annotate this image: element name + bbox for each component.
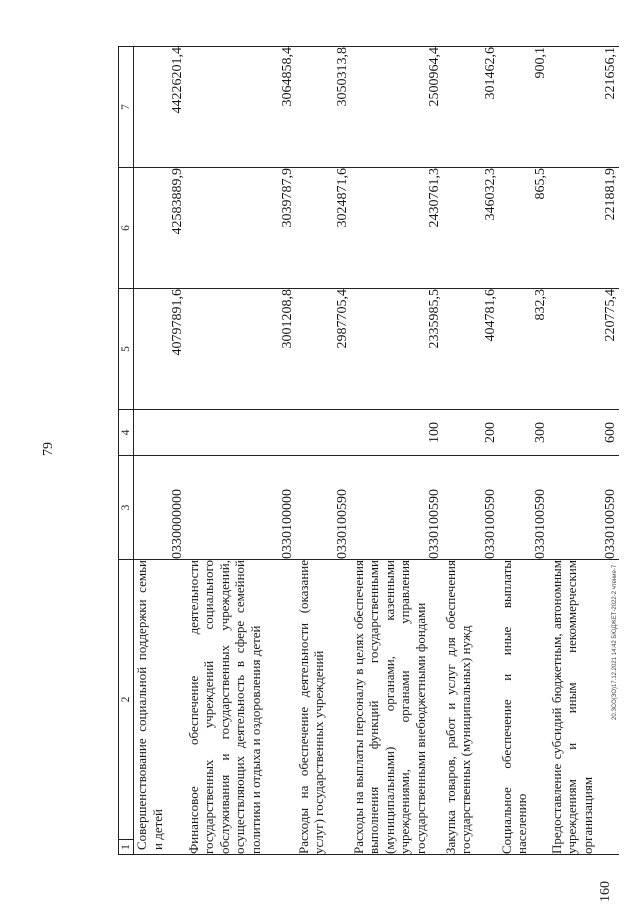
- row-type: 300: [499, 410, 549, 456]
- row-code: 0330100590: [351, 456, 443, 560]
- row-name: Совершенствование социальной поддержки семьи и детей: [134, 560, 186, 855]
- row-type: [186, 410, 296, 456]
- row-code: 0330100590: [499, 456, 549, 560]
- row-value-col5: 3001208,8: [186, 289, 296, 410]
- column-number-row: [119, 47, 134, 855]
- row-value-col5: 2987705,4: [296, 289, 351, 410]
- budget-table: [118, 46, 619, 855]
- table-row: [134, 47, 186, 855]
- table-row: [186, 47, 296, 855]
- row-code: 0330100590: [443, 456, 499, 560]
- row-value-col5: 2335985,5: [351, 289, 443, 410]
- row-value-col7: 44226201,4: [134, 47, 186, 168]
- row-value-col5: 832,3: [499, 289, 549, 410]
- column-number: 5: [119, 289, 134, 410]
- table-row: [296, 47, 351, 855]
- table-row: [443, 47, 499, 855]
- row-type: 200: [443, 410, 499, 456]
- row-value-col7: 3064858,4: [186, 47, 296, 168]
- column-number: 7: [119, 47, 134, 168]
- row-type: 600: [549, 410, 619, 456]
- row-value-col5: 404781,6: [443, 289, 499, 410]
- row-value-col7: 900,1: [499, 47, 549, 168]
- row-name: Расходы на обеспечение деятельности (оказание услуг) государственных учреждений: [296, 560, 351, 855]
- row-value-col6: 865,5: [499, 168, 549, 289]
- table-header: [119, 47, 134, 855]
- row-value-col7: 3050313,8: [296, 47, 351, 168]
- column-number: 1: [119, 840, 134, 855]
- row-value-col5: 40797891,6: [134, 289, 186, 410]
- row-name: Предоставление субсидий бюджетным, автономным учреждениям и иным некоммерческим организациям: [549, 560, 619, 855]
- column-number: 4: [119, 410, 134, 456]
- row-type: [134, 410, 186, 456]
- row-code: 0330100590: [549, 456, 619, 560]
- row-value-col5: 220775,4: [549, 289, 619, 410]
- row-name: Финансовое обеспечение деятельности государственных учреждений социального обслуживания и государственных учреждений, осуществляющих деятельность в сфере семейной политики и отдыха и оздоровления детей: [186, 560, 296, 855]
- row-value-col7: 301462,6: [443, 47, 499, 168]
- row-code: 0330100000: [186, 456, 296, 560]
- column-number: 3: [119, 456, 134, 560]
- row-value-col6: 42583889,9: [134, 168, 186, 289]
- row-type: [296, 410, 351, 456]
- document-stamp: 20.ЗСО(ЗО)17.12.2021 14:42 БЮДЖЕТ-2022-2 чтение-7: [612, 564, 618, 720]
- table-row: [499, 47, 549, 855]
- row-code: 0330000000: [134, 456, 186, 560]
- row-value-col6: 3039787,9: [186, 168, 296, 289]
- row-value-col7: 2500964,4: [351, 47, 443, 168]
- footer-page-number: 160: [598, 881, 613, 902]
- row-code: 0330100590: [296, 456, 351, 560]
- row-name: Социальное обеспечение и иные выплаты населению: [499, 560, 549, 855]
- page-number: 79: [41, 442, 56, 456]
- row-value-col6: 221881,9: [549, 168, 619, 289]
- row-name: Закупка товаров, работ и услуг для обеспечения государственных (муниципальных) нужд: [443, 560, 499, 855]
- row-name: Расходы на выплаты персоналу в целях обеспечения выполнения функций государственными (муниципальными) органами, казенными учреждениями, органами управления государственными внебюджетными фондами: [351, 560, 443, 855]
- row-value-col6: 346032,3: [443, 168, 499, 289]
- table-row: [351, 47, 443, 855]
- row-type: 100: [351, 410, 443, 456]
- column-number: 2: [119, 560, 134, 840]
- table-row: [549, 47, 619, 855]
- row-value-col6: 3024871,6: [296, 168, 351, 289]
- row-value-col6: 2430761,3: [351, 168, 443, 289]
- column-number: 6: [119, 168, 134, 289]
- row-value-col7: 221656,1: [549, 47, 619, 168]
